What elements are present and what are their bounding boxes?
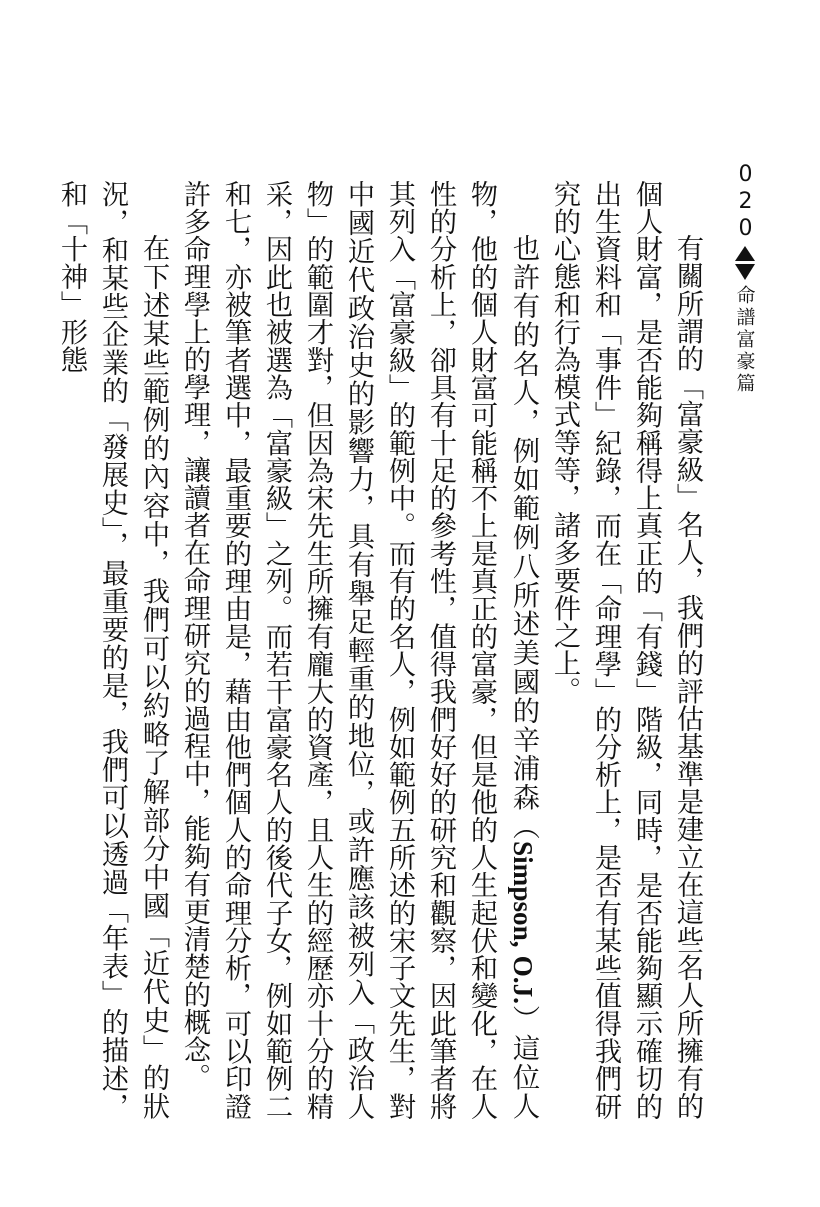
up-down-triangle-arrow-icon	[734, 245, 756, 281]
page-number: 020	[733, 162, 758, 243]
paragraph-2-text-after: ）這位人物，他的個人財富可能稱不上是真正的富豪，但是他的人生起伏和變化，在人性的分析上，卻具有十足的參考性，值得我們好好的研究和觀察，因此筆者將其列入「富豪級」的範例中。而有的名人，例如範例五所述的宋子文先生，對中國近代政治史的影響力，具有舉足輕重的地位，或許應該被列入「政治人物」的範圍才對，但因為宋先生所擁有龐大的資產，且人生的經歷亦十分的精采，因此也被選為「富豪級」之列。而若干富豪名人的後代子女，例如範例二和七，亦被筆者選中，最重要的理由是，藉由他們個人的命理分析，可以印證許多命理學上的學理，讓讀者在命理研究的過程中，能夠有更清楚的概念。	[179, 180, 539, 1120]
paragraph-2-text-before: 也許有的名人，例如範例八所述美國的辛浦森（	[508, 234, 539, 842]
paragraph-1	[544, 180, 708, 1120]
latin-name: Simpson, O.J.	[508, 841, 538, 1005]
paragraph-3	[51, 180, 174, 1120]
paragraph-1-text: 有關所謂的「富豪級」名人，我們的評估基準是建立在這些名人所擁有的個人財富，是否能夠稱得上真正的「有錢」階級，同時，是否能夠顯示確切的出生資料和「事件」紀錄，而在「命理學」的分析上，是否有某些值得我們研究的心態和行為模式等等，諸多要件之上。	[549, 180, 703, 1120]
paragraph-3-text: 在下述某些範例的內容中，我們可以約略了解部分中國「近代史」的狀況，和某些企業的「發展史」，最重要的是，我們可以透過「年表」的描述，和「十神」形態	[56, 180, 169, 1120]
book-title: 命譜富豪篇	[733, 285, 756, 395]
running-header	[732, 162, 758, 395]
paragraph-2	[174, 180, 544, 1120]
body-text	[51, 180, 708, 1120]
